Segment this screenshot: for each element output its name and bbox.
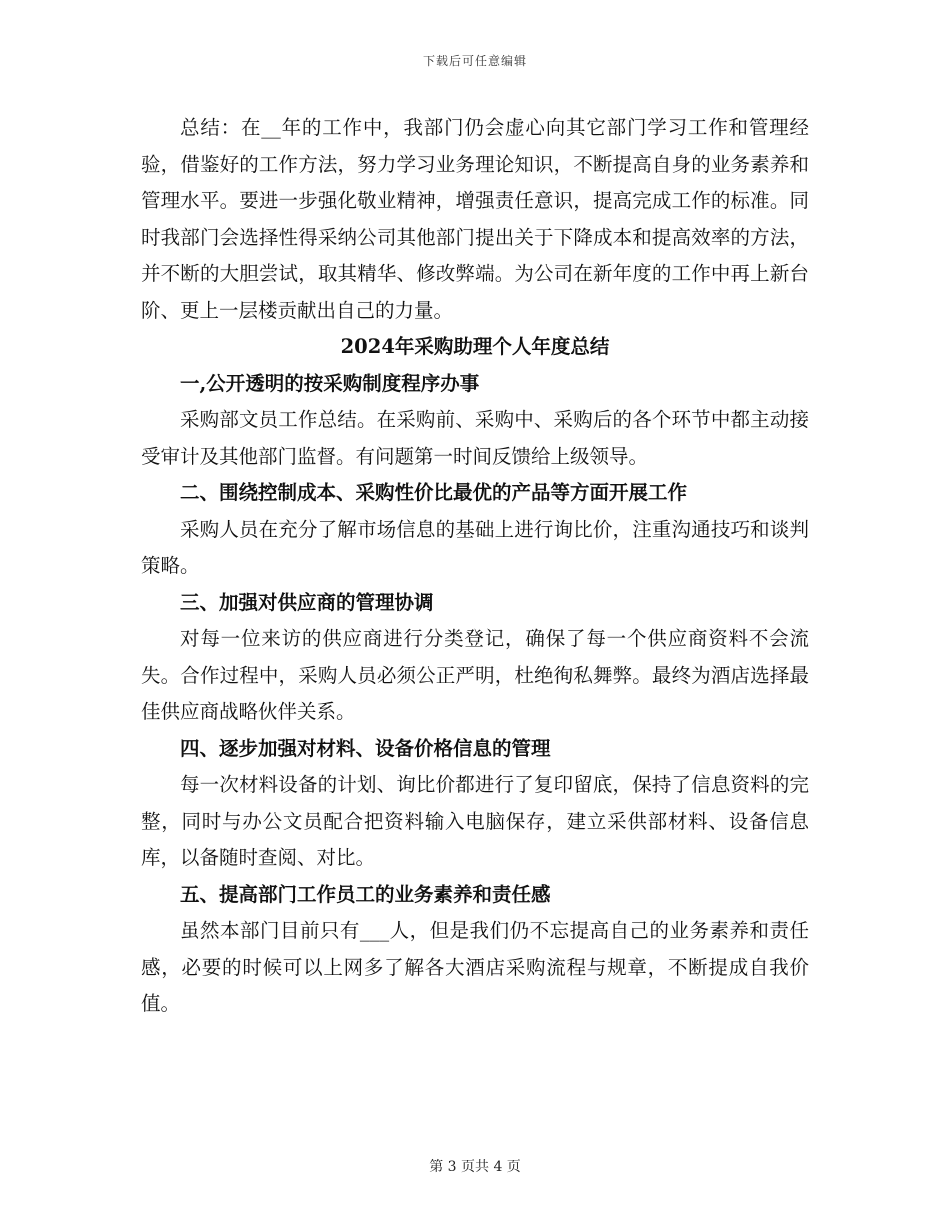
section-text-5: 虽然本部门目前只有___人，但是我们仍不忘提高自己的业务素养和责任感，必要的时候可以上网多了解各大酒店采购流程与规章，不断提成自我价值。 <box>141 919 809 1015</box>
section-heading-4: 四、逐步加强对材料、设备价格信息的管理 <box>180 736 551 760</box>
page-header-note: 下载后可任意编辑 <box>422 54 527 68</box>
section-heading-3: 三、加强对供应商的管理协调 <box>180 590 434 614</box>
section-text-4: 每一次材料设备的计划、询比价都进行了复印留底，保持了信息资料的完整，同时与办公文员配合把资料输入电脑保存，建立采供部材料、设备信息库，以备随时查阅、对比。 <box>141 773 809 869</box>
section-text-2: 采购人员在充分了解市场信息的基础上进行询比价，注重沟通技巧和谈判策略。 <box>141 517 809 577</box>
section-heading-1: 一,公开透明的按采购制度程序办事 <box>180 371 480 395</box>
section-text-1: 采购部文员工作总结。在采购前、采购中、采购后的各个环节中都主动接受审计及其他部门监督。有问题第一时间反馈给上级领导。 <box>141 408 809 468</box>
section-text-3: 对每一位来访的供应商进行分类登记，确保了每一个供应商资料不会流失。合作过程中，采购人员必须公正严明，杜绝徇私舞弊。最终为酒店选择最佳供应商战略伙伴关系。 <box>141 627 809 723</box>
section-heading-5: 五、提高部门工作员工的业务素养和责任感 <box>180 882 551 906</box>
document-title: 2024年采购助理个人年度总结 <box>340 335 610 358</box>
page-footer-number: 第 3 页共 4 页 <box>429 1159 521 1175</box>
document-body <box>141 110 809 1023</box>
summary-paragraph: 总结：在__年的工作中，我部门仍会虚心向其它部门学习工作和管理经验，借鉴好的工作方法，努力学习业务理论知识，不断提高自身的业务素养和管理水平。要进一步强化敬业精神，增强责任意识，提高完成工作的标准。同时我部门会选择性得采纳公司其他部门提出关于下降成本和提高效率的方法，并不断的大胆尝试，取其精华、修改弊端。为公司在新年度的工作中再上新台阶、更上一层楼贡献出自己的力量。 <box>141 116 809 322</box>
section-heading-2: 二、围绕控制成本、采购性价比最优的产品等方面开展工作 <box>180 481 688 504</box>
